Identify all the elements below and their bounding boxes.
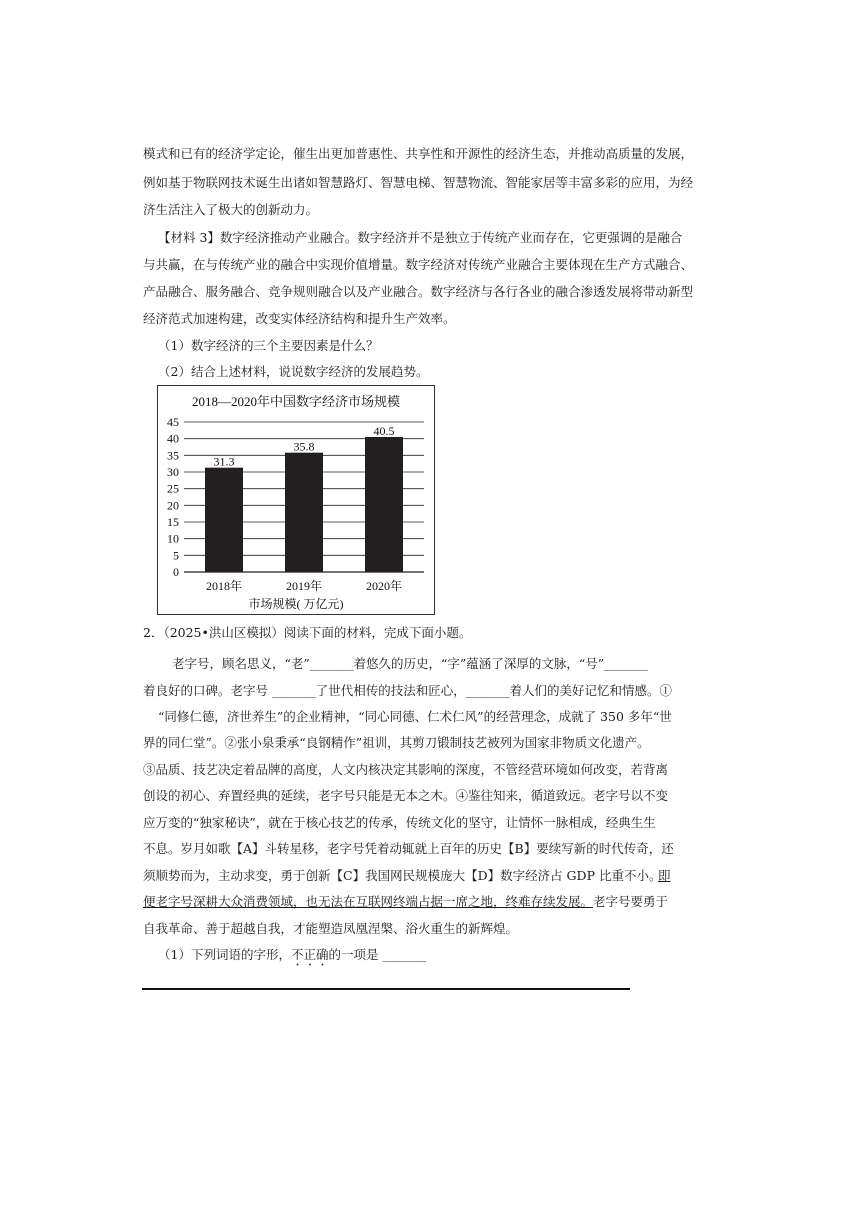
chart-svg — [158, 386, 434, 614]
y-tick-label: 0 — [173, 565, 179, 579]
sub-question-1-prefix: （1）下列词语的字形， — [158, 947, 291, 962]
y-tick-label: 10 — [167, 531, 179, 546]
data-label: 35.8 — [293, 439, 315, 454]
passage-line-11: 自我革命、善于超越自我，才能塑造凤凰涅槃、浴火重生的新辉煌。 — [143, 921, 519, 936]
passage-line-6: 创设的初心、弃置经典的延续，老字号只能是无本之木。④鉴往知来，循道致远。老字号以不变 — [143, 788, 669, 803]
chart-title: 2018—2020年中国数字经济市场规模 — [191, 394, 401, 409]
x-tick-label: 2018年 — [205, 579, 243, 593]
data-label: 40.5 — [373, 424, 395, 438]
bar — [365, 437, 403, 572]
material3-line-1: 【材料 3】数字经济推动产业融合。数字经济并不是独立于传统产业而存在，它更强调的是融合 — [158, 230, 683, 245]
sub-question-1-suffix: 的一项是 _______ — [328, 947, 427, 962]
y-tick-label: 40 — [167, 431, 179, 446]
material2-line-2: 例如基于物联网技术诞生出诸如智慧路灯、智慧电梯、智慧物流、智能家居等丰富多彩的应用，为经 — [143, 175, 694, 190]
y-tick-label: 20 — [167, 498, 179, 513]
passage-line-7: 应万变的“独家秘诀”，就在于核心技艺的传承，传统文化的坚守，让情怀一脉相成，经典生生 — [143, 815, 656, 830]
y-tick-label: 25 — [167, 481, 179, 496]
bar — [205, 468, 243, 572]
y-tick-label: 45 — [167, 415, 179, 429]
y-tick-label: 15 — [167, 515, 179, 529]
passage-line-4: 界的同仁堂”。②张小泉秉承“良钢精作”祖训，其剪刀锻制技艺被列为国家非物质文化遗产。 — [143, 735, 650, 750]
passage-line-10 — [143, 894, 668, 910]
data-label: 31.3 — [213, 454, 235, 469]
passage-line-10-rest: 老字号要勇于 — [593, 894, 669, 909]
material3-line-3: 产品融合、服务融合、竞争规则融合以及产业融合。数字经济与各行各业的融合渗透发展将带动新型 — [143, 284, 694, 299]
market-size-chart — [157, 385, 435, 615]
y-tick-label: 5 — [173, 548, 179, 563]
underlined-sentence: 便老字号深耕大众消费领域，也无法在互联网终端占据一席之地，终难存续发展。 — [143, 894, 594, 909]
passage-line-8: 不息。岁月如歌【A】斗转星移，老字号凭着动辄就上百年的历史【B】要续写新的时代传奇，还 — [143, 841, 674, 856]
passage-line-5: ③品质、技艺决定着品牌的高度，人文内核决定其影响的深度，不管经营环境如何改变，若背离 — [143, 762, 669, 777]
question-1-2: （2）结合上述材料，说说数字经济的发展趋势。 — [158, 364, 429, 379]
passage-line-9: 须顺势而为，主动求变，勇于创新【C】我国网民规模庞大【D】数字经济占 GDP 比重不小。 — [143, 868, 662, 883]
material3-line-4: 经济范式加速构建，改变实体经济结构和提升生产效率。 — [143, 311, 456, 326]
emphasis-not-correct: 不正确 — [290, 947, 329, 962]
x-tick-label: 2019年 — [285, 579, 323, 593]
y-tick-label: 30 — [167, 465, 179, 479]
material2-line-1: 模式和已有的经济学定论，催生出更加普惠性、共享性和开源性的经济生态，并推动高质量的发展， — [143, 146, 694, 161]
bottom-divider — [142, 988, 630, 990]
sub-question-1 — [158, 947, 426, 969]
y-tick-label: 35 — [167, 448, 179, 463]
material2-line-3: 济生活注入了极大的创新动力。 — [143, 202, 319, 217]
x-tick-label: 2020年 — [365, 579, 403, 593]
question-2-header: 2．（2025•洪山区模拟）阅读下面的材料，完成下面小题。 — [143, 625, 472, 640]
passage-line-3: “同修仁德，济世养生”的企业精神，“同心同德、仁术仁风”的经营理念，成就了 350 多年“世 — [158, 709, 672, 724]
x-axis-label: 市场规模( 万亿元) — [248, 597, 344, 611]
passage-line-1: 老字号，顾名思义，“老”_______着悠久的历史，“字”蕴涵了深厚的文脉，“号”_______ — [172, 656, 648, 671]
bar — [285, 453, 323, 572]
underlined-char: 即 — [658, 868, 671, 883]
underlined-sentence-start — [658, 868, 671, 884]
question-1-1: （1）数字经济的三个主要因素是什么？ — [158, 338, 379, 353]
passage-line-2: 着良好的口碑。老字号 _______了世代相传的技法和匠心，_______着人们的美好记忆和情感。① — [143, 683, 672, 698]
material3-line-2: 与共赢，在与传统产业的融合中实现价值增量。数字经济对传统产业融合主要体现在生产方式融合、 — [143, 257, 694, 272]
